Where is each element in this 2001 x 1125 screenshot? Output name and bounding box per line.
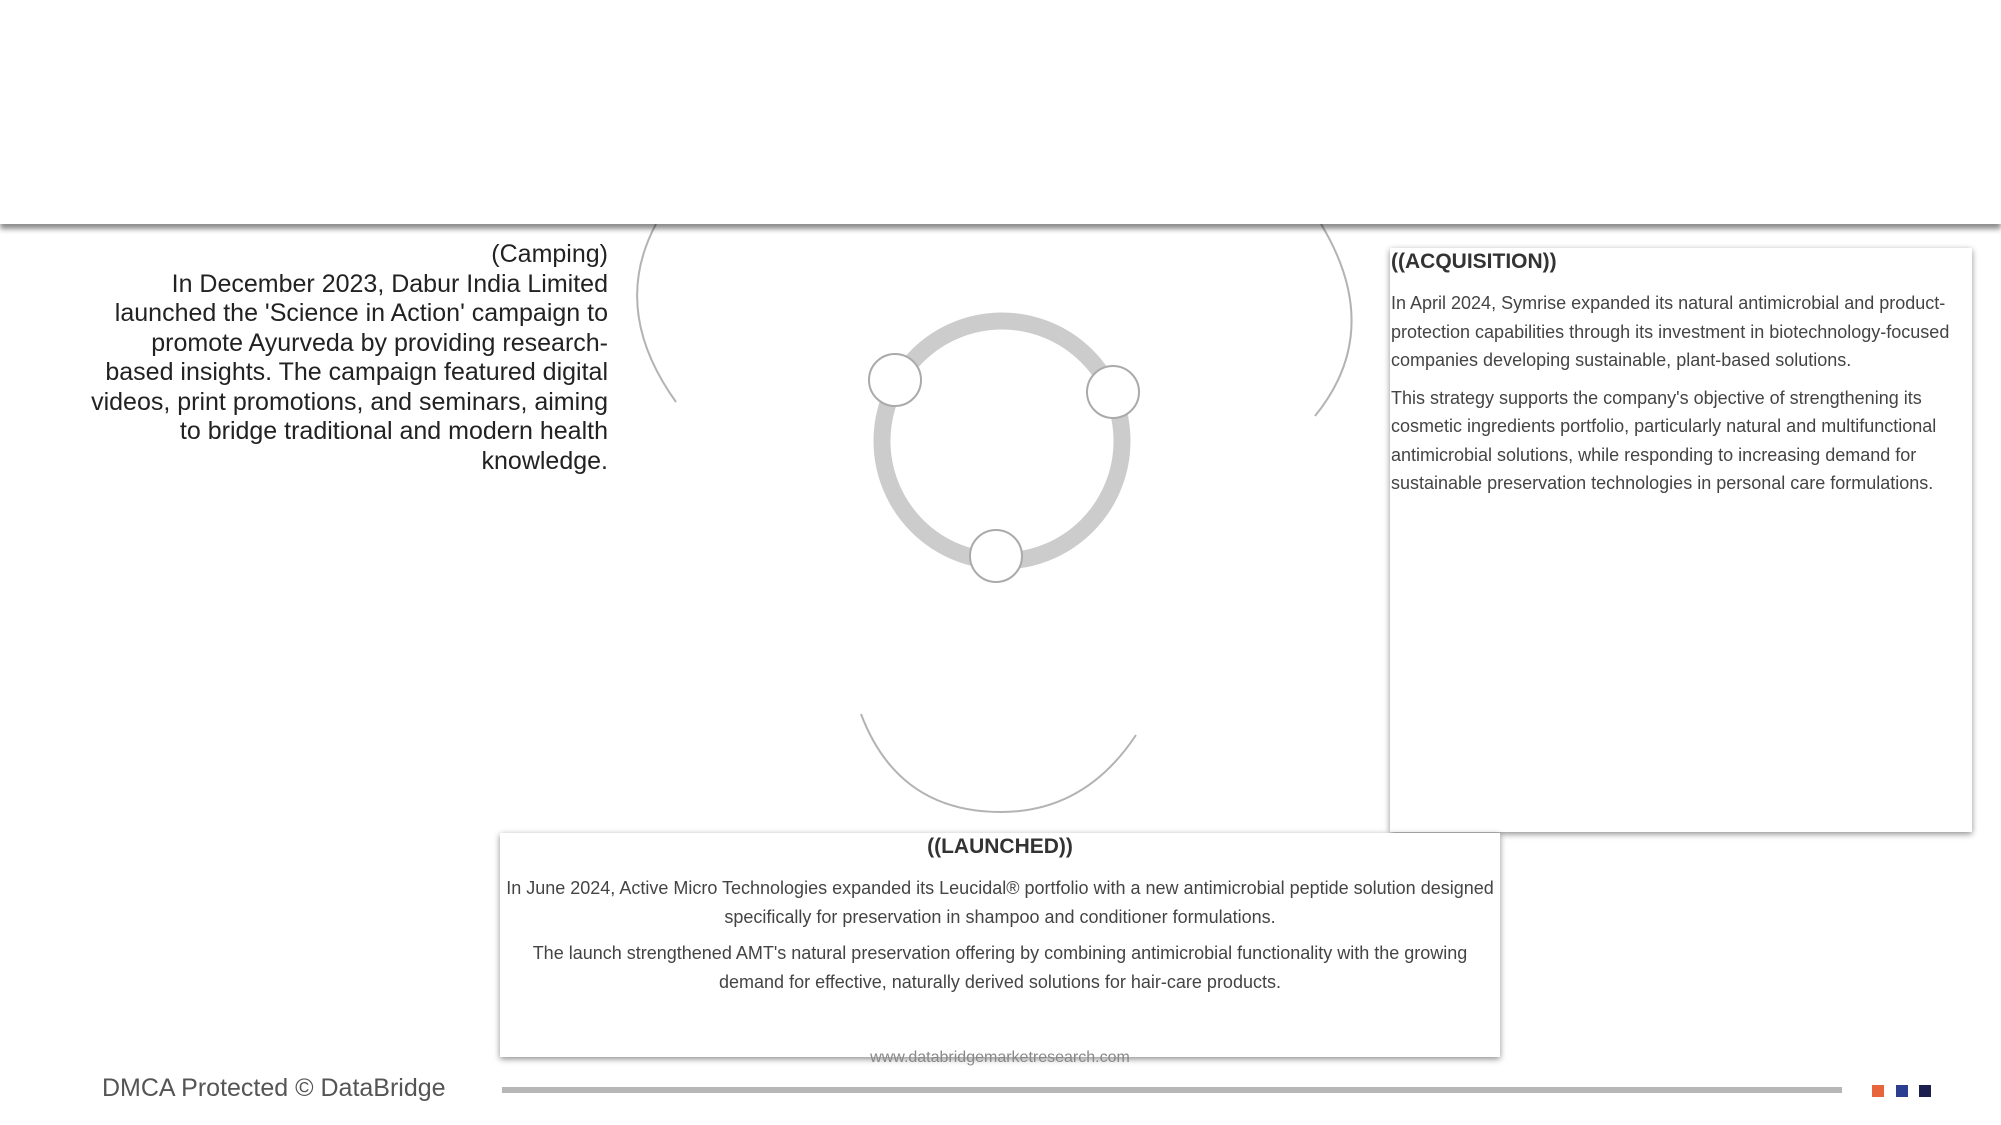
launched-title: ((LAUNCHED)) (927, 835, 1073, 858)
brand-square-navy (1919, 1085, 1931, 1097)
brand-square-blue (1896, 1085, 1908, 1097)
bottom-arc (861, 714, 1136, 812)
top-banner (0, 0, 2001, 224)
launched-paragraph-2: The launch strengthened AMT's natural preservation offering by combining antimicrobial functionality with the growing demand for effective, naturally derived solutions for hair-care products. (532, 943, 1468, 992)
acquisition-paragraph-1: In April 2024, Symrise expanded its natural antimicrobial and product-protection capabilities through its investment in biotechnology-focused companies developing sustainable, plant-based solutions. (1391, 293, 1950, 370)
camping-body: In December 2023, Dabur India Limited launched the 'Science in Action' campaign to promote Ayurveda by providing research-based insights. The campaign featured digital videos, print promotions, and seminars, aiming to bridge traditional and modern health knowledge. (91, 269, 608, 475)
acquisition-card (1390, 248, 1972, 832)
ring-node-top-left (869, 354, 921, 406)
brand-square-orange (1872, 1085, 1884, 1097)
footer-divider (502, 1087, 1842, 1093)
center-ring (882, 321, 1122, 561)
left-outer-arc (637, 224, 676, 402)
ring-node-bottom (970, 530, 1022, 582)
launched-card (500, 833, 1500, 1057)
launched-paragraph-1: In June 2024, Active Micro Technologies expanded its Leucidal® portfolio with a new antimicrobial peptide solution designed specifically for preservation in shampoo and conditioner formulations. (506, 878, 1494, 927)
acquisition-title: ((ACQUISITION)) (1391, 250, 1557, 273)
website-url: www.databridgemarketresearch.com (870, 1049, 1130, 1066)
right-outer-arc (1315, 224, 1352, 416)
ring-node-top-right (1087, 366, 1139, 418)
camping-title: (Camping) (491, 240, 608, 268)
copyright-text: DMCA Protected © DataBridge (102, 1074, 446, 1102)
acquisition-paragraph-2: This strategy supports the company's objective of strengthening its cosmetic ingredients portfolio, particularly natural and multifunctional antimicrobial solutions, while responding to increasing demand for sustainable preservation technologies in personal care formulations. (1391, 387, 1937, 493)
